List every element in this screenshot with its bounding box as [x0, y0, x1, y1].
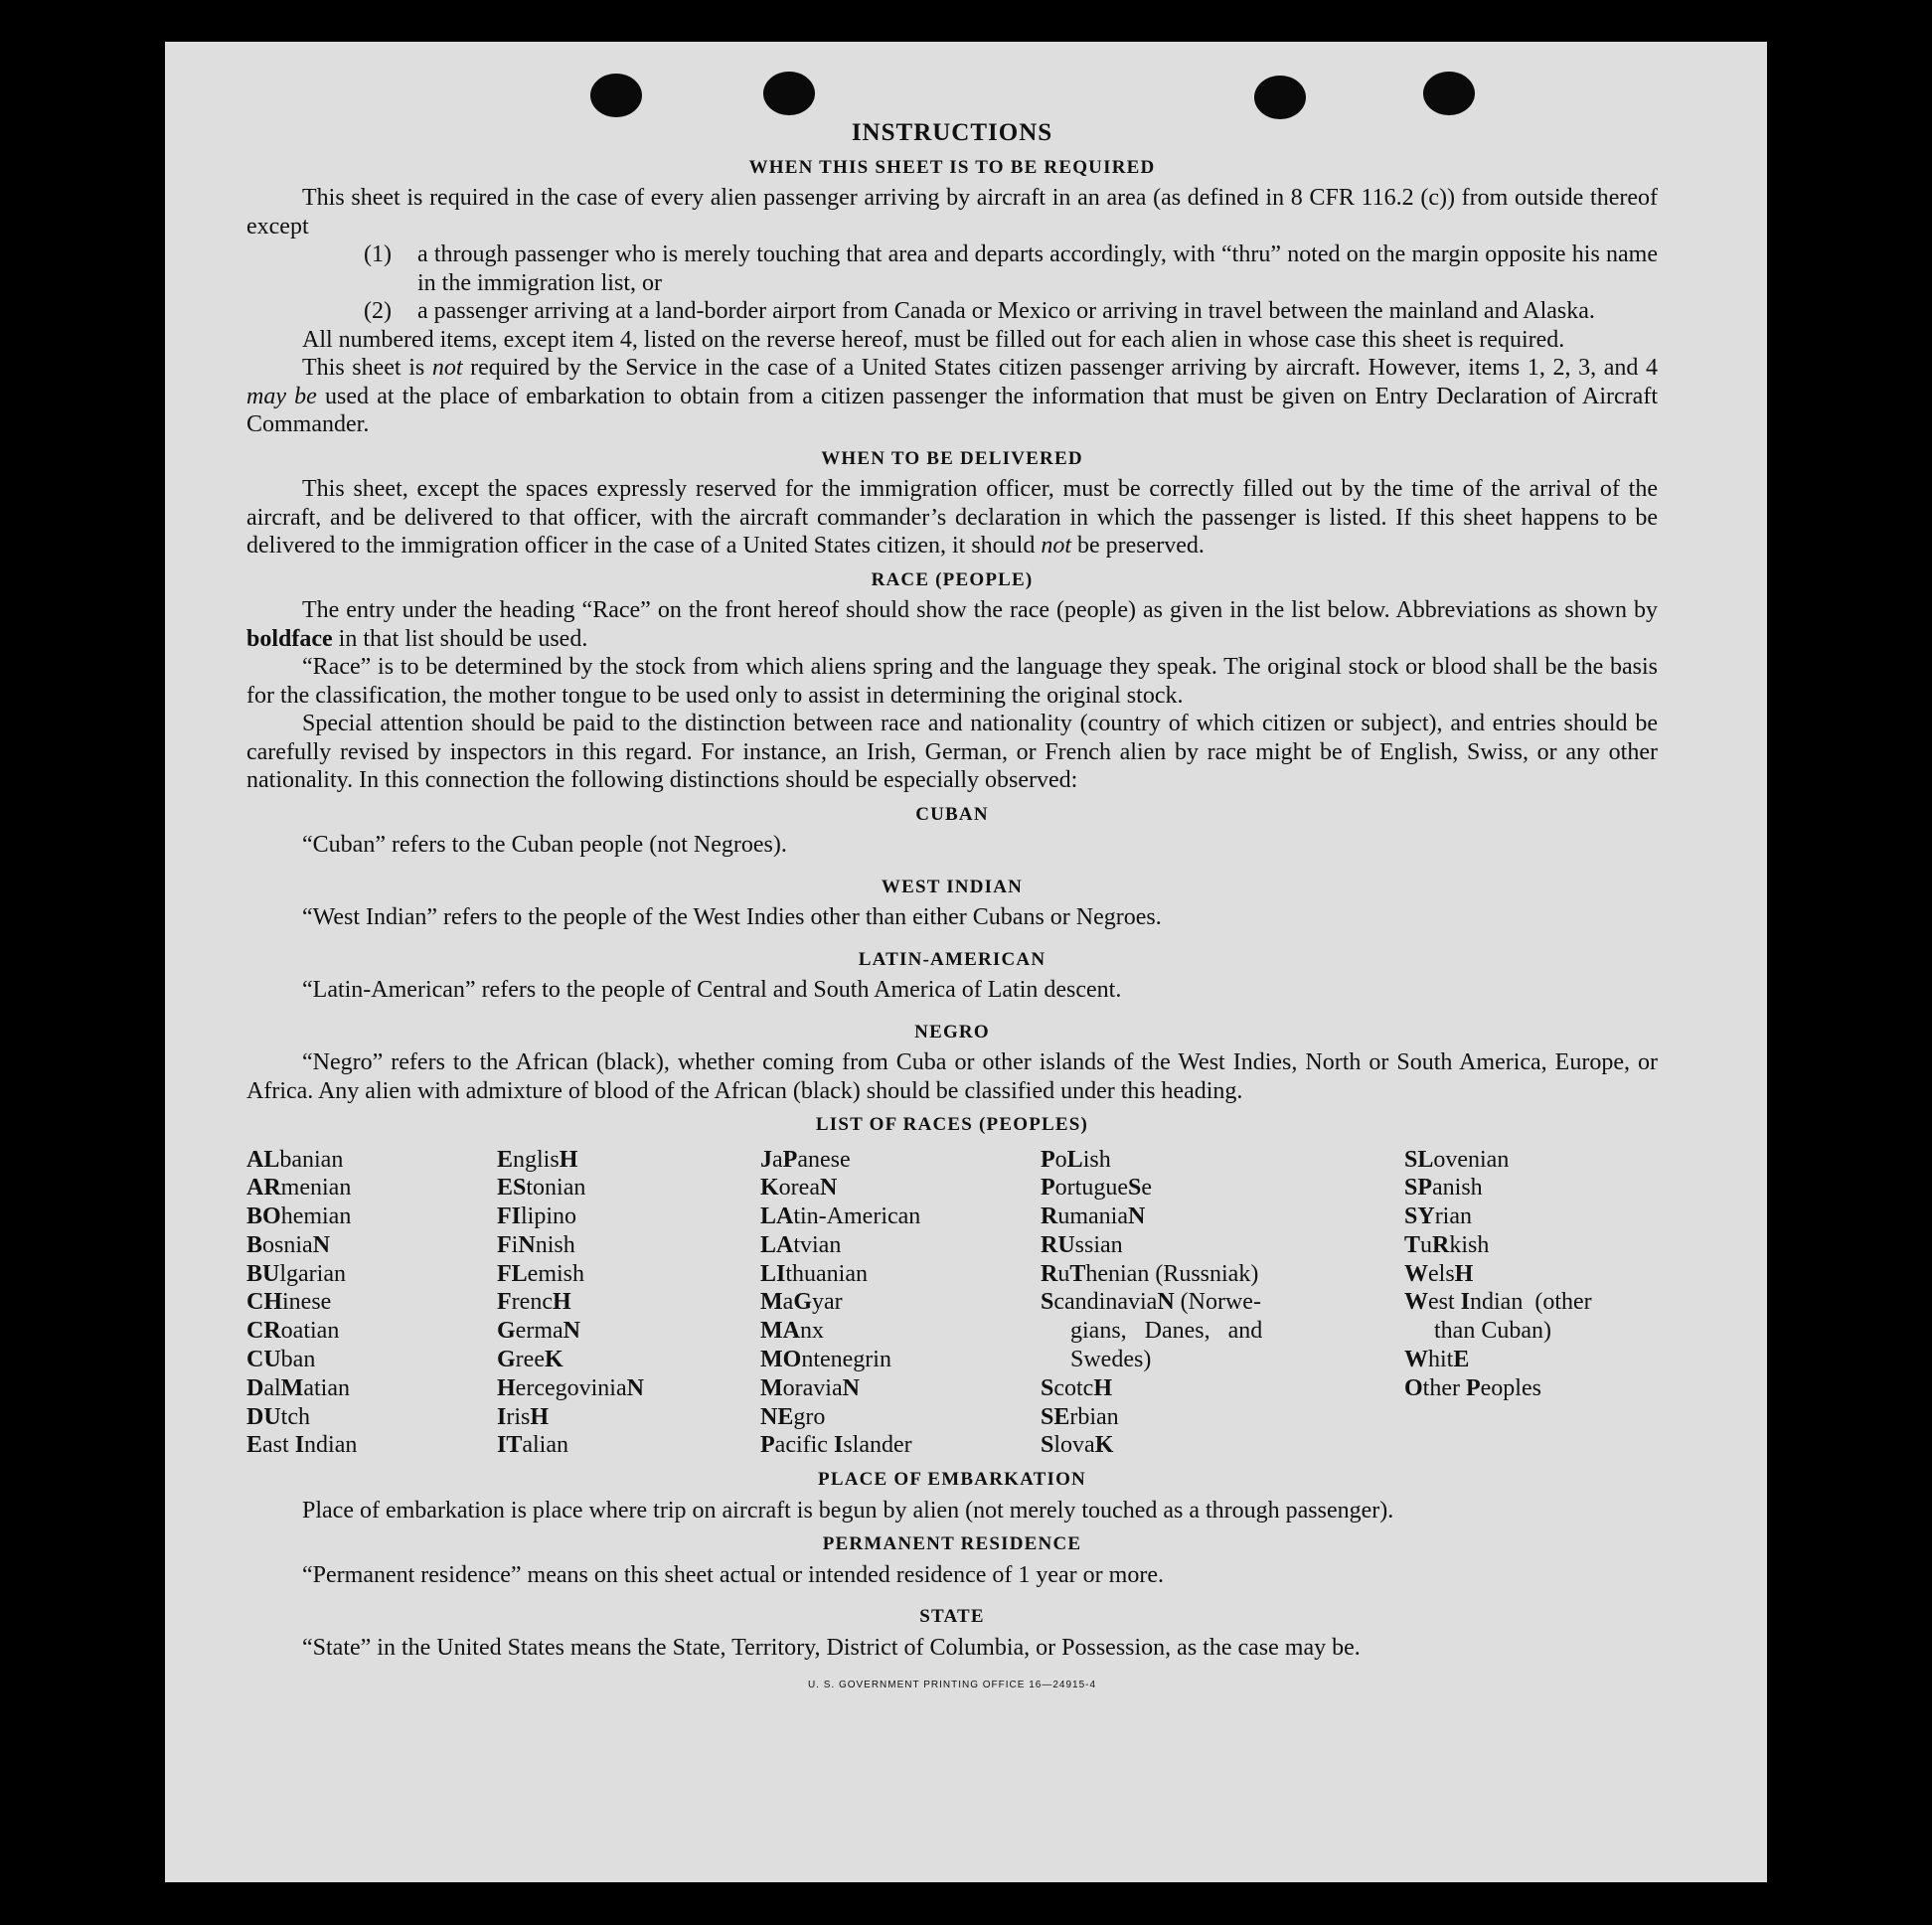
races-column-4 [1041, 1146, 1404, 1461]
race-entry: East Indian [246, 1432, 358, 1459]
race-entry: GreeK [497, 1347, 564, 1373]
race-entry: ITalian [497, 1432, 568, 1459]
page-title: INSTRUCTIONS [851, 119, 1053, 146]
race-entry: IrisH [497, 1403, 550, 1430]
race-entry: TuRkish [1404, 1231, 1490, 1258]
race-entry: BosniaN [246, 1231, 331, 1258]
race-entry: RuThenian (Russniak) [1041, 1260, 1259, 1287]
race-entry: WhitE [1404, 1347, 1470, 1373]
races-column-2 [497, 1146, 760, 1461]
paragraph-numbered-items: All numbered items, except item 4, listed on the reverse hereof, must be filled out for each alien in whose case this sheet is required. [302, 326, 1565, 353]
race-entry: CRoatian [246, 1318, 340, 1345]
race-entry: FIlipino [497, 1203, 577, 1230]
race-entry: SYrian [1404, 1203, 1472, 1230]
section-heading-when-delivered: WHEN TO BE DELIVERED [821, 447, 1083, 469]
punch-hole-2 [763, 72, 815, 115]
race-entry: CUban [246, 1347, 316, 1373]
race-entry-continuation: than Cuban) [1434, 1318, 1551, 1345]
race-entry: MOntenegrin [760, 1347, 891, 1373]
printer-imprint: U. S. GOVERNMENT PRINTING OFFICE 16—24915-4 [807, 1680, 1097, 1691]
race-entry: SErbian [1041, 1403, 1119, 1430]
race-entry: JaPanese [760, 1146, 851, 1173]
section-heading-place-of-embarkation: PLACE OF EMBARKATION [818, 1469, 1086, 1491]
punch-hole-4 [1423, 72, 1475, 115]
race-entry: RUssian [1041, 1231, 1123, 1258]
paragraph-when-delivered: This sheet, except the spaces expressly reserved for the immigration officer, must be correctly filled out by the time of the arrival of the aircraft, and be delivered to that officer, with the aircraft commander’s declaration in which the passenger is listed. If this sheet happens to be delivered to the immigration officer in the case of a United States citizen, it should not be preserved. [246, 476, 1658, 559]
section-heading-when-required: WHEN THIS SHEET IS TO BE REQUIRED [748, 156, 1156, 178]
race-entry: BOhemian [246, 1203, 352, 1230]
instructions-body [246, 119, 1658, 1700]
paragraph-when-required-intro: This sheet is required in the case of every alien passenger arriving by aircraft in an area (as defined in 8 CFR 116.2 (c)) from outside thereof except [246, 185, 1658, 240]
races-column-5 [1404, 1146, 1658, 1461]
race-entry: MoraviaN [760, 1374, 860, 1401]
punch-hole-1 [590, 74, 642, 117]
race-entry: GermaN [497, 1318, 580, 1345]
race-entry: BUlgarian [246, 1260, 346, 1287]
punch-hole-3 [1254, 76, 1306, 119]
paragraph-race-nationality: Special attention should be paid to the distinction between race and nationality (country of which citizen or subject), and entries should be carefully revised by inspectors in this regard. For instance, an Irish, German, or French alien by race might be of English, Swiss, or any other nationality. In this connection the following distinctions should be especially observed: [246, 711, 1658, 793]
race-entry: ARmenian [246, 1175, 352, 1202]
race-entry: SLovenian [1404, 1146, 1510, 1173]
list-item: (1) a through passenger who is merely touching that area and departs accordingly, with “thru” noted on the margin opposite his name in the immigration list, or [364, 241, 1658, 296]
list-item: (2) a passenger arriving at a land-border airport from Canada or Mexico or arriving in travel between the mainland and Alaska. [364, 298, 1595, 324]
section-heading-race: RACE (PEOPLE) [871, 568, 1034, 590]
race-entry: EnglisH [497, 1146, 578, 1173]
section-heading-cuban: CUBAN [915, 803, 989, 825]
document-sheet [165, 42, 1767, 1882]
paragraph-west-indian: “West Indian” refers to the people of the West Indies other than either Cubans or Negroes. [302, 904, 1162, 930]
section-heading-state: STATE [919, 1606, 985, 1628]
race-entry-continuation: gians, Danes, and [1070, 1318, 1263, 1345]
race-entry: LAtvian [760, 1231, 842, 1258]
paragraph-negro: “Negro” refers to the African (black), whether coming from Cuba or other islands of the West Indies, North or South America, Europe, or Africa. Any alien with admixture of blood of the African (black) should be classified under this heading. [246, 1049, 1658, 1104]
section-heading-west-indian: WEST INDIAN [881, 876, 1024, 897]
race-entry: Pacific Islander [760, 1432, 912, 1459]
race-entry: SlovaK [1041, 1432, 1114, 1459]
race-entry: EStonian [497, 1175, 586, 1202]
paragraph-race-entry: The entry under the heading “Race” on the front hereof should show the race (people) as given in the list below. Abbreviations as shown by boldface in that list should be used. [246, 597, 1658, 652]
race-entry: KoreaN [760, 1175, 838, 1202]
section-heading-latin-american: LATIN-AMERICAN [858, 948, 1046, 970]
race-entry: LAtin-American [760, 1203, 921, 1230]
race-entry: FLemish [497, 1260, 584, 1287]
paragraph-cuban: “Cuban” refers to the Cuban people (not Negroes). [302, 832, 787, 858]
paragraph-place-of-embarkation: Place of embarkation is place where trip on aircraft is begun by alien (not merely touched as a through passenger). [302, 1497, 1394, 1524]
paragraph-race-determination: “Race” is to be determined by the stock from which aliens spring and the language they speak. The original stock or blood shall be the basis for the classification, the mother tongue to be used only to assist in determining the original stock. [246, 654, 1658, 709]
race-entry: WelsH [1404, 1260, 1474, 1287]
race-entry: PortugueSe [1041, 1175, 1152, 1202]
race-entry: FiNnish [497, 1231, 575, 1258]
race-entry: FrencH [497, 1289, 571, 1316]
race-entry: West Indian (other [1404, 1289, 1592, 1316]
race-entry: PoLish [1041, 1146, 1111, 1173]
races-list [246, 1146, 1658, 1461]
section-heading-negro: NEGRO [914, 1021, 990, 1043]
section-heading-list-of-races: LIST OF RACES (PEOPLES) [815, 1114, 1089, 1135]
race-entry: ScotcH [1041, 1374, 1113, 1401]
races-column-1 [246, 1146, 497, 1461]
race-entry: LIthuanian [760, 1260, 868, 1287]
race-entry-continuation: Swedes) [1070, 1347, 1152, 1373]
paragraph-permanent-residence: “Permanent residence” means on this sheet actual or intended residence of 1 year or more. [302, 1561, 1164, 1588]
paragraph-latin-american: “Latin-American” refers to the people of Central and South America of Latin descent. [302, 977, 1122, 1003]
race-entry: ALbanian [246, 1146, 344, 1173]
paragraph-state: “State” in the United States means the State, Territory, District of Columbia, or Possession, as the case may be. [302, 1634, 1361, 1661]
race-entry: HercegoviniaN [497, 1374, 644, 1401]
race-entry: ScandinaviaN (Norwe- [1041, 1289, 1261, 1316]
race-entry: DalMatian [246, 1374, 350, 1401]
race-entry: SPanish [1404, 1175, 1483, 1202]
races-column-3 [760, 1146, 1041, 1461]
race-entry: CHinese [246, 1289, 332, 1316]
race-entry: DUtch [246, 1403, 310, 1430]
section-heading-permanent-residence: PERMANENT RESIDENCE [822, 1533, 1082, 1555]
race-entry: Other Peoples [1404, 1374, 1541, 1401]
paragraph-not-required: This sheet is not required by the Service in the case of a United States citizen passenger arriving by aircraft. However, items 1, 2, 3, and 4 may be used at the place of embarkation to obtain from a citizen passenger the information that must be given on Entry Declaration of Aircraft Commander. [246, 355, 1658, 437]
race-entry: MAnx [760, 1318, 824, 1345]
race-entry: MaGyar [760, 1289, 843, 1316]
race-entry: NEgro [760, 1403, 826, 1430]
race-entry: RumaniaN [1041, 1203, 1146, 1230]
